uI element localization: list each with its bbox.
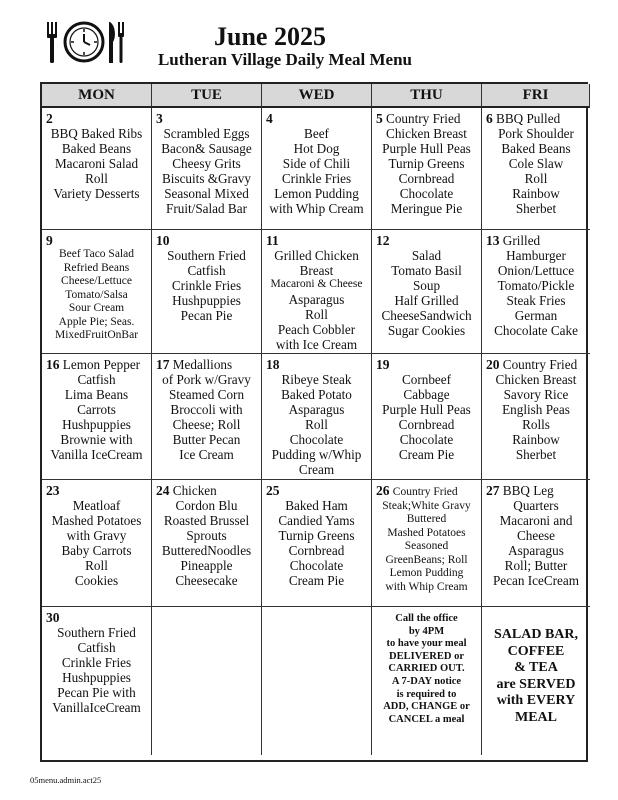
menu-item: Grilled: [502, 233, 541, 248]
notice-line: DELIVERED or: [389, 650, 464, 662]
menu-item: Cornbread: [398, 417, 455, 432]
menu-item: Turnip Greens: [388, 156, 465, 171]
menu-item: Pineapple: [180, 558, 233, 573]
menu-day-tue: [152, 108, 262, 230]
menu-item: Buttered: [406, 513, 447, 525]
day-number: 25: [266, 483, 280, 498]
day-date-line: [376, 357, 477, 372]
menu-item: Hamburger: [506, 248, 566, 263]
salad-bar-info: [482, 607, 590, 755]
day-number: 20: [486, 357, 500, 372]
menu-day-wed: [262, 108, 372, 230]
day-header-fri: FRI: [482, 84, 590, 108]
day-date-line: [46, 357, 147, 372]
menu-item: Quarters: [513, 498, 559, 513]
menu-item: Steak Fries: [506, 293, 566, 308]
menu-item: Butter Pecan: [172, 432, 241, 447]
menu-item: Seasonal Mixed: [164, 186, 249, 201]
menu-item: Roll: [305, 417, 328, 432]
notice-line: CARRIED OUT.: [388, 663, 465, 675]
day-date-line: [156, 483, 257, 498]
menu-item: Roll: [524, 171, 548, 186]
menu-day-thu: [372, 354, 482, 480]
day-header-thu: THU: [372, 84, 482, 108]
menu-item: ButteredNoodles: [161, 543, 252, 558]
menu-item: Tomato Basil: [391, 263, 462, 278]
notice-line: is required to: [396, 688, 457, 700]
menu-item: Country Fried: [392, 486, 458, 498]
menu-item: Chocolate: [289, 558, 344, 573]
menu-item: Cordon Blu: [175, 498, 238, 513]
menu-item: Rainbow: [512, 432, 560, 447]
meal-delivery-notice: [372, 607, 482, 755]
menu-day-fri: [482, 354, 590, 480]
menu-item: Grilled Chicken: [274, 248, 359, 263]
menu-day-mon: [42, 480, 152, 607]
menu-item: Roll: [85, 171, 108, 186]
info-line: COFFEE: [507, 643, 565, 659]
day-number: 24: [156, 483, 170, 498]
page-subtitle: Lutheran Village Daily Meal Menu: [157, 50, 413, 69]
menu-item: Crinkle Fries: [171, 278, 242, 293]
menu-day-mon: [42, 108, 152, 230]
menu-item: Turnip Greens: [278, 528, 355, 543]
info-line: MEAL: [515, 709, 557, 725]
menu-item: Beef Taco Salad: [59, 248, 134, 260]
day-number: 18: [266, 357, 280, 372]
day-date-line: [266, 357, 367, 372]
menu-item: Southern Fried: [57, 625, 136, 640]
day-number: 13: [486, 233, 500, 248]
day-number: 26: [376, 483, 390, 498]
menu-item: Cookies: [74, 573, 119, 588]
menu-item: Asparagus: [508, 543, 564, 558]
day-date-line: [376, 233, 477, 248]
menu-item: VanillaIceCream: [52, 700, 141, 715]
day-header-tue: TUE: [152, 84, 262, 108]
day-number: 2: [46, 111, 53, 126]
menu-day-thu: [372, 230, 482, 354]
menu-item: Peach Cobbler: [277, 321, 356, 337]
menu-item: Biscuits &Gravy: [161, 171, 251, 186]
menu-item: Macaroni and: [499, 513, 573, 528]
menu-item: Soup: [412, 278, 441, 293]
notice-line: by 4PM: [408, 625, 445, 637]
menu-item: Southern Fried: [167, 248, 246, 263]
day-date-line: [46, 111, 147, 126]
notice-line: ADD, CHANGE or: [383, 701, 470, 713]
day-number: 27: [486, 483, 500, 498]
menu-item: of Pork w/Gravy: [162, 372, 251, 387]
day-number: 30: [46, 610, 60, 625]
menu-item: Scrambled Eggs: [163, 126, 250, 141]
menu-item: Chocolate: [399, 186, 454, 201]
menu-item: Catfish: [77, 372, 116, 387]
menu-item: Chocolate Cake: [494, 323, 578, 338]
page-title: June 2025: [214, 22, 326, 51]
menu-item: Chicken: [172, 483, 217, 498]
menu-item: Chocolate: [399, 432, 454, 447]
menu-day-wed: [262, 480, 372, 607]
menu-item: BBQ Pulled: [496, 111, 561, 126]
menu-item: Lima Beans: [64, 387, 129, 402]
menu-day-tue: [152, 230, 262, 354]
menu-item: Lemon Pudding: [274, 186, 359, 201]
menu-item: Vanilla IceCream: [50, 447, 143, 462]
menu-day-thu: [372, 108, 482, 230]
menu-item: Chicken Breast: [495, 372, 577, 387]
menu-item: Side of Chili: [282, 156, 351, 171]
menu-item: Chicken Breast: [386, 126, 467, 141]
menu-item: Sprouts: [186, 528, 227, 543]
info-line: SALAD BAR,: [493, 627, 578, 642]
empty-day-wed: [262, 607, 372, 755]
menu-item: Refried Beans: [63, 261, 130, 274]
day-date-line: [46, 483, 147, 498]
menu-item: Hushpuppies: [62, 670, 131, 685]
menu-item: Meringue Pie: [390, 201, 463, 216]
menu-item: Sugar Cookies: [387, 323, 466, 338]
menu-item: Pork Shoulder: [498, 126, 574, 141]
menu-item: Breast: [299, 263, 334, 278]
menu-item: Tomato/Pickle: [497, 278, 575, 293]
day-header-wed: WED: [262, 84, 372, 108]
menu-item: Cabbage: [403, 387, 450, 402]
menu-item: Seasoned: [404, 540, 449, 552]
menu-item: Lemon Pudding: [389, 567, 464, 579]
menu-day-tue: [152, 480, 262, 607]
menu-item: Cheesy Grits: [172, 156, 241, 171]
menu-item: Cornbeef: [401, 372, 452, 387]
menu-day-fri: [482, 230, 590, 354]
menu-item: Sherbet: [515, 201, 557, 216]
menu-item: BBQ Baked Ribs: [50, 126, 143, 141]
day-date-line: [46, 610, 147, 625]
menu-item: Bacon& Sausage: [161, 141, 252, 156]
menu-item: with Whip Cream: [269, 201, 364, 216]
menu-item: Onion/Lettuce: [497, 263, 575, 278]
day-number: 12: [376, 233, 390, 248]
menu-item: Cornbread: [398, 171, 455, 186]
menu-item: Pecan Pie with: [57, 685, 136, 700]
menu-item: Crinkle Fries: [281, 171, 352, 186]
menu-item: Half Grilled: [394, 293, 459, 308]
menu-item: Baked Beans: [501, 141, 571, 156]
menu-item: Catfish: [77, 640, 116, 655]
menu-day-fri: [482, 480, 590, 607]
menu-item: Hushpuppies: [62, 417, 131, 432]
day-date-line: [266, 233, 367, 248]
menu-item: Carrots: [77, 402, 116, 417]
menu-item: Pecan IceCream: [492, 573, 580, 588]
menu-item: Asparagus: [288, 291, 345, 307]
menu-item: Meatloaf: [72, 498, 121, 513]
menu-item: Steamed Corn: [168, 387, 245, 402]
day-date-line: [486, 483, 586, 498]
menu-item: Savory Rice: [503, 387, 569, 402]
menu-header: [0, 0, 618, 80]
menu-item: Beef: [304, 126, 329, 141]
menu-item: Roasted Brussel: [163, 513, 250, 528]
menu-item: Ribeye Steak: [281, 372, 352, 387]
menu-item: with Gravy: [66, 528, 127, 543]
day-number: 19: [376, 357, 390, 372]
day-date-line: [156, 111, 257, 126]
menu-item: Asparagus: [288, 402, 345, 417]
day-number: 3: [156, 111, 163, 126]
menu-item: Roll; Butter: [504, 558, 568, 573]
info-line: & TEA: [514, 660, 558, 675]
menu-item: BBQ Leg: [502, 483, 554, 498]
menu-day-fri: [482, 108, 590, 230]
day-number: 11: [266, 233, 279, 248]
day-date-line: [156, 233, 257, 248]
menu-item: CheeseSandwich: [381, 308, 472, 323]
info-line: with EVERY: [496, 693, 576, 708]
menu-item: Hushpuppies: [172, 293, 241, 308]
menu-item: with Whip Cream: [385, 580, 468, 593]
menu-item: Sherbet: [515, 447, 557, 462]
menu-item: Baked Ham: [285, 498, 348, 513]
menu-item: Macaroni Salad: [54, 156, 139, 171]
menu-item: Brownie with: [60, 432, 133, 447]
menu-item: MixedFruitOnBar: [54, 329, 139, 341]
menu-item: Rolls: [522, 417, 550, 432]
day-number: 16: [46, 357, 60, 372]
notice-line: Call the office: [395, 613, 458, 624]
menu-item: GreenBeans; Roll: [385, 553, 468, 566]
notice-line: to have your meal: [386, 638, 467, 650]
day-date-line: [486, 233, 586, 248]
day-number: 10: [156, 233, 170, 248]
day-date-line: [486, 357, 586, 372]
menu-item: Salad: [411, 248, 442, 263]
menu-item: Crinkle Fries: [61, 655, 132, 670]
day-date-line: [46, 233, 147, 248]
menu-item: Fruit/Salad Bar: [166, 201, 247, 216]
menu-item: Broccoli with: [170, 402, 243, 417]
menu-item: Sour Cream: [68, 302, 125, 314]
menu-item: Cheese: [516, 528, 556, 543]
day-number: 4: [266, 111, 273, 126]
menu-item: Cheese; Roll: [172, 417, 241, 432]
day-header-mon: MON: [42, 84, 152, 108]
menu-day-wed: [262, 230, 372, 354]
empty-day-tue: [152, 607, 262, 755]
day-number: 23: [46, 483, 60, 498]
day-date-line: [376, 483, 477, 500]
day-date-line: [266, 111, 367, 126]
menu-item: Roll: [305, 306, 328, 322]
menu-item: with Ice Cream: [275, 336, 358, 352]
menu-item: Lemon Pepper: [62, 357, 141, 372]
day-date-line: [376, 111, 477, 126]
menu-item: Baked Potato: [281, 387, 352, 402]
menu-item: German: [514, 308, 558, 323]
menu-item: Ice Cream: [179, 447, 234, 462]
menu-item: Cream Pie: [398, 447, 455, 462]
menu-item: Country Fried: [502, 357, 578, 372]
menu-day-tue: [152, 354, 262, 480]
menu-item: Macaroni & Cheese: [270, 278, 363, 290]
notice-line: A 7-DAY notice: [391, 675, 462, 687]
menu-item: Pecan Pie: [180, 308, 233, 323]
notice-line: CANCEL a meal: [388, 713, 465, 725]
day-number: 6: [486, 111, 493, 126]
menu-item: Cole Slaw: [508, 156, 564, 171]
menu-item: Hot Dog: [293, 141, 340, 156]
menu-item: Apple Pie; Seas.: [58, 315, 135, 328]
menu-day-thu: [372, 480, 482, 607]
day-date-line: [266, 483, 367, 498]
menu-day-wed: [262, 354, 372, 480]
menu-item: Pudding w/Whip: [271, 447, 362, 462]
menu-item: English Peas: [502, 402, 570, 417]
menu-day-mon: [42, 607, 152, 755]
menu-item: Cream: [298, 462, 335, 477]
menu-item: Rainbow: [512, 186, 560, 201]
menu-item: Steak;White Gravy: [382, 499, 471, 512]
menu-item: Tomato/Salsa: [65, 288, 128, 301]
menu-item: Catfish: [187, 263, 226, 278]
day-number: 9: [46, 233, 53, 248]
menu-item: Variety Desserts: [53, 186, 140, 201]
menu-item: Purple Hull Peas: [382, 141, 471, 156]
menu-item: Cheese/Lettuce: [61, 275, 132, 287]
menu-item: Purple Hull Peas: [382, 402, 471, 417]
menu-item: Chocolate: [289, 432, 344, 447]
document-code: 05menu.admin.act25: [30, 775, 102, 785]
menu-item: Country Fried: [386, 111, 461, 126]
menu-item: Mashed Potatoes: [387, 526, 466, 539]
menu-item: Mashed Potatoes: [51, 513, 142, 528]
place-setting-clock-icon: [44, 20, 128, 64]
menu-item: Cornbread: [288, 543, 345, 558]
day-number: 17: [156, 357, 170, 372]
menu-day-mon: [42, 354, 152, 480]
info-line: are SERVED: [496, 676, 576, 692]
day-number: 5: [376, 111, 383, 126]
menu-item: Cheesecake: [175, 573, 238, 588]
day-date-line: [156, 357, 257, 372]
menu-item: Roll: [85, 558, 108, 573]
menu-day-mon: [42, 230, 152, 354]
menu-item: Baby Carrots: [61, 543, 132, 558]
menu-item: Baked Beans: [61, 141, 132, 156]
menu-calendar: [40, 82, 588, 762]
day-date-line: [486, 111, 586, 126]
menu-item: Medallions: [172, 357, 233, 372]
menu-item: Cream Pie: [288, 573, 345, 588]
menu-item: Candied Yams: [278, 513, 355, 528]
